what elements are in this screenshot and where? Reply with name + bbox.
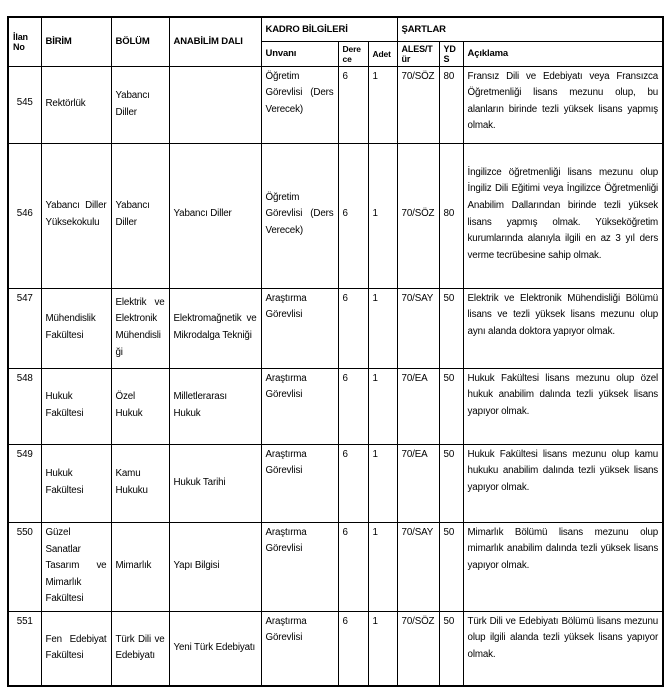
- cell-aciklama: Türk Dili ve Edebiyatı Bölümü lisans mezunu olup ilgili alanda tezli yüksek lisans yapıyor olmak.: [463, 611, 663, 686]
- cell-yds: 80: [439, 66, 463, 143]
- cell-birim: Hukuk Fakültesi: [41, 368, 111, 444]
- header-aciklama: Açıklama: [463, 41, 663, 66]
- header-ilan-no: İlan No: [8, 17, 41, 66]
- cell-ales-tur: 70/EA: [397, 368, 439, 444]
- cell-ilan-no: 546: [8, 143, 41, 288]
- cell-ales-tur: 70/SAY: [397, 522, 439, 611]
- cell-ilan-no: 550: [8, 522, 41, 611]
- cell-anabilim-dali: Yapı Bilgisi: [169, 522, 261, 611]
- cell-adet: 1: [368, 368, 397, 444]
- header-derece: Derece: [338, 41, 368, 66]
- cell-ilan-no: 545: [8, 66, 41, 143]
- cell-birim: Rektörlük: [41, 66, 111, 143]
- cell-unvani: Öğretim Görevlisi (Ders Verecek): [261, 66, 338, 143]
- cell-ales-tur: 70/SÖZ: [397, 66, 439, 143]
- cell-yds: 50: [439, 522, 463, 611]
- cell-aciklama: Hukuk Fakültesi lisans mezunu olup özel hukuk anabilim dalında tezli yüksek lisans yapıyor olmak.: [463, 368, 663, 444]
- header-ales-tur: ALES/Tür: [397, 41, 439, 66]
- cell-bolum: Özel Hukuk: [111, 368, 169, 444]
- cell-ales-tur: 70/SÖZ: [397, 611, 439, 686]
- cell-unvani: Araştırma Görevlisi: [261, 522, 338, 611]
- cell-unvani: Araştırma Görevlisi: [261, 444, 338, 522]
- cell-unvani: Öğretim Görevlisi (Ders Verecek): [261, 143, 338, 288]
- table-row: [8, 611, 663, 686]
- table-row: [8, 288, 663, 368]
- cell-yds: 50: [439, 288, 463, 368]
- cell-derece: 6: [338, 522, 368, 611]
- header-birim: BİRİM: [41, 17, 111, 66]
- cell-adet: 1: [368, 66, 397, 143]
- cell-birim: Hukuk Fakültesi: [41, 444, 111, 522]
- cell-ilan-no: 547: [8, 288, 41, 368]
- table-row: [8, 522, 663, 611]
- cell-bolum: Türk Dili ve Edebiyatı: [111, 611, 169, 686]
- cell-aciklama: Mimarlık Bölümü lisans mezunu olup mimarlık anabilim dalında tezli yüksek lisans yapıyor olmak.: [463, 522, 663, 611]
- cell-anabilim-dali: Hukuk Tarihi: [169, 444, 261, 522]
- cell-birim: Güzel Sanatlar Tasarım ve Mimarlık Fakültesi: [41, 522, 111, 611]
- table-row: [8, 143, 663, 288]
- cell-bolum: Elektrik ve Elektronik Mühendisliği: [111, 288, 169, 368]
- cell-ilan-no: 549: [8, 444, 41, 522]
- cell-bolum: Kamu Hukuku: [111, 444, 169, 522]
- cell-derece: 6: [338, 611, 368, 686]
- cell-birim: Fen Edebiyat Fakültesi: [41, 611, 111, 686]
- cell-ales-tur: 70/EA: [397, 444, 439, 522]
- cell-unvani: Araştırma Görevlisi: [261, 288, 338, 368]
- header-yds: YDS: [439, 41, 463, 66]
- cell-adet: 1: [368, 522, 397, 611]
- cell-ilan-no: 551: [8, 611, 41, 686]
- header-bolum: BÖLÜM: [111, 17, 169, 66]
- job-listing-table: [7, 16, 664, 687]
- cell-yds: 80: [439, 143, 463, 288]
- cell-bolum: Yabancı Diller: [111, 66, 169, 143]
- cell-yds: 50: [439, 611, 463, 686]
- cell-ales-tur: 70/SAY: [397, 288, 439, 368]
- cell-aciklama: Hukuk Fakültesi lisans mezunu olup kamu hukuku anabilim dalında tezli yüksek lisans yapıyor olmak.: [463, 444, 663, 522]
- cell-anabilim-dali: Elektromağnetik ve Mikrodalga Tekniği: [169, 288, 261, 368]
- cell-birim: Yabancı Diller Yüksekokulu: [41, 143, 111, 288]
- cell-derece: 6: [338, 288, 368, 368]
- cell-unvani: Araştırma Görevlisi: [261, 611, 338, 686]
- header-group-kadro-bilgileri: KADRO BİLGİLERİ: [261, 17, 397, 41]
- cell-ales-tur: 70/SÖZ: [397, 143, 439, 288]
- cell-bolum: Yabancı Diller: [111, 143, 169, 288]
- cell-adet: 1: [368, 288, 397, 368]
- cell-yds: 50: [439, 368, 463, 444]
- cell-anabilim-dali: Yabancı Diller: [169, 143, 261, 288]
- table-row: [8, 444, 663, 522]
- header-group-sartlar: ŞARTLAR: [397, 17, 663, 41]
- table-row: [8, 368, 663, 444]
- cell-adet: 1: [368, 444, 397, 522]
- cell-adet: 1: [368, 611, 397, 686]
- cell-derece: 6: [338, 66, 368, 143]
- cell-ilan-no: 548: [8, 368, 41, 444]
- cell-aciklama: Elektrik ve Elektronik Mühendisliği Bölümü lisans ve tezli yüksek lisans mezunu olup aynı alanda doktora yapıyor olmak.: [463, 288, 663, 368]
- cell-adet: 1: [368, 143, 397, 288]
- header-row-groups: [8, 17, 663, 41]
- header-unvani: Unvanı: [261, 41, 338, 66]
- cell-aciklama: Fransız Dili ve Edebiyatı veya Fransızca Öğretmenliği lisans mezunu olup, bu alanların birinde tezli yüksek lisans yapmış olmak.: [463, 66, 663, 143]
- header-adet: Adet: [368, 41, 397, 66]
- header-anabilim-dali: ANABİLİM DALI: [169, 17, 261, 66]
- cell-anabilim-dali: [169, 66, 261, 143]
- cell-derece: 6: [338, 444, 368, 522]
- cell-aciklama: İngilizce öğretmenliği lisans mezunu olup İngiliz Dili Eğitimi veya İngilizce Öğretmenliği Anabilim Dallarından birinde tezli yüksek lisans yapmış olmak. Yükseköğretim kurumlarında alanıyla ilgili en az 3 yıl ders verme tecrübesine sahip olmak.: [463, 143, 663, 288]
- cell-anabilim-dali: Milletlerarası Hukuk: [169, 368, 261, 444]
- cell-yds: 50: [439, 444, 463, 522]
- cell-bolum: Mimarlık: [111, 522, 169, 611]
- cell-derece: 6: [338, 143, 368, 288]
- cell-derece: 6: [338, 368, 368, 444]
- table-row: [8, 66, 663, 143]
- cell-birim: Mühendislik Fakültesi: [41, 288, 111, 368]
- cell-unvani: Araştırma Görevlisi: [261, 368, 338, 444]
- cell-anabilim-dali: Yeni Türk Edebiyatı: [169, 611, 261, 686]
